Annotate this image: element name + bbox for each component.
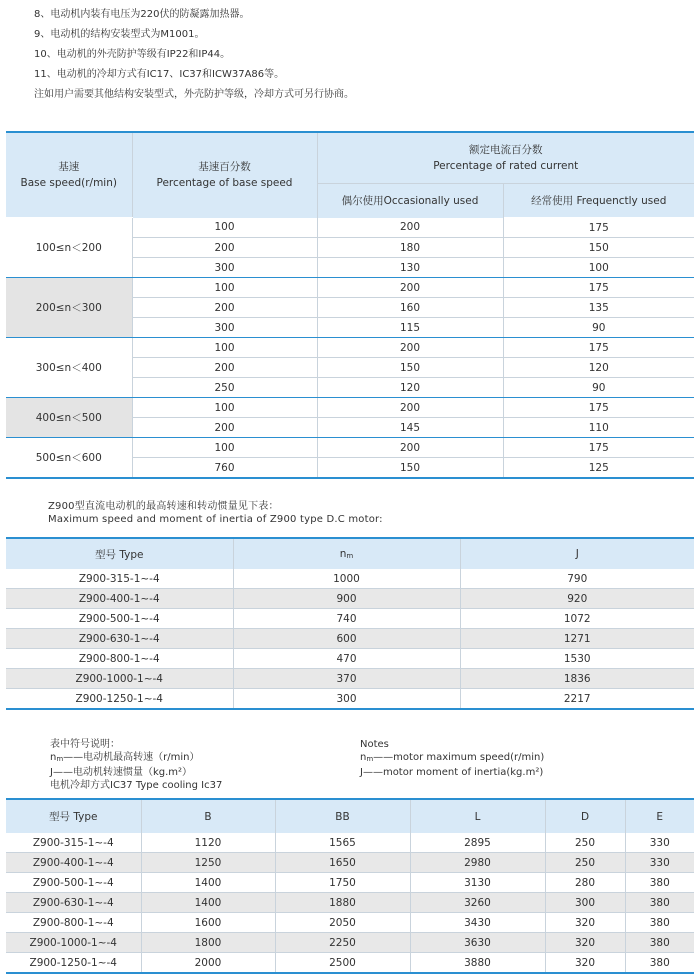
legend-nm-subscript: m bbox=[366, 755, 374, 763]
j-cell: 1072 bbox=[460, 609, 694, 629]
base-speed-range-cell: 200≤n＜300 bbox=[6, 278, 132, 338]
note-line: 11、电动机的冷却方式有IC17、IC37和ICW37A86等。 bbox=[34, 69, 285, 80]
frequent-cell: 175 bbox=[503, 338, 694, 358]
type-cell: Z900-800-1~-4 bbox=[6, 913, 141, 933]
type-cell: Z900-400-1~-4 bbox=[6, 589, 233, 609]
header-type: 型号 Type bbox=[6, 538, 233, 569]
d-cell: 320 bbox=[545, 953, 625, 974]
base-percentage-cell: 200 bbox=[132, 418, 317, 438]
table-row bbox=[6, 853, 694, 873]
frequent-cell: 150 bbox=[503, 238, 694, 258]
j-cell: 1271 bbox=[460, 629, 694, 649]
header-d: D bbox=[545, 799, 625, 833]
b-cell: 1400 bbox=[141, 893, 275, 913]
table-row bbox=[6, 689, 694, 710]
table-row bbox=[6, 893, 694, 913]
type-cell: Z900-500-1~-4 bbox=[6, 873, 141, 893]
table-row bbox=[6, 873, 694, 893]
base-percentage-cell: 300 bbox=[132, 258, 317, 278]
occasional-cell: 200 bbox=[317, 338, 503, 358]
header-base-percentage-cn: 基速百分数 bbox=[198, 161, 251, 174]
nm-cell: 600 bbox=[233, 629, 460, 649]
header-e: E bbox=[625, 799, 694, 833]
occasional-cell: 200 bbox=[317, 218, 503, 238]
frequent-cell: 120 bbox=[503, 358, 694, 378]
j-cell: 920 bbox=[460, 589, 694, 609]
current-percentage-table bbox=[6, 131, 694, 479]
frequent-cell: 175 bbox=[503, 398, 694, 418]
base-percentage-cell: 100 bbox=[132, 338, 317, 358]
base-percentage-cell: 200 bbox=[132, 238, 317, 258]
table-row bbox=[6, 278, 694, 298]
base-speed-range-cell: 400≤n＜500 bbox=[6, 398, 132, 438]
type-cell: Z900-315-1~-4 bbox=[6, 833, 141, 853]
b-cell: 1250 bbox=[141, 853, 275, 873]
occasional-cell: 160 bbox=[317, 298, 503, 318]
legend-nm-text: ——motor maximum speed(r/min) bbox=[373, 752, 545, 763]
max-speed-inertia-table bbox=[6, 537, 694, 710]
legend-title-cn: 表中符号说明： bbox=[50, 739, 120, 750]
e-cell: 380 bbox=[625, 893, 694, 913]
base-percentage-cell: 100 bbox=[132, 278, 317, 298]
d-cell: 320 bbox=[545, 933, 625, 953]
occasional-cell: 150 bbox=[317, 458, 503, 479]
occasional-cell: 200 bbox=[317, 398, 503, 418]
bb-cell: 1750 bbox=[275, 873, 410, 893]
legend-title-en: Notes bbox=[360, 739, 389, 750]
b-cell: 2000 bbox=[141, 953, 275, 974]
legend-j-en: J——motor moment of inertia(kg.m²) bbox=[360, 767, 544, 778]
e-cell: 330 bbox=[625, 833, 694, 853]
caption-cn: Z900型直流电动机的最高转速和转动惯量见下表： bbox=[48, 501, 279, 512]
table-row bbox=[6, 589, 694, 609]
occasional-cell: 200 bbox=[317, 438, 503, 458]
base-speed-range-cell: 500≤n＜600 bbox=[6, 438, 132, 479]
table-row bbox=[6, 913, 694, 933]
frequent-cell: 175 bbox=[503, 438, 694, 458]
e-cell: 380 bbox=[625, 873, 694, 893]
l-cell: 3880 bbox=[410, 953, 545, 974]
b-cell: 1800 bbox=[141, 933, 275, 953]
base-percentage-cell: 200 bbox=[132, 358, 317, 378]
header-rated-current bbox=[317, 132, 694, 184]
type-cell: Z900-315-1~-4 bbox=[6, 569, 233, 589]
header-base-percentage bbox=[132, 132, 317, 218]
bb-cell: 1565 bbox=[275, 833, 410, 853]
header-base-speed-en: Base speed(r/min) bbox=[20, 177, 117, 189]
bb-cell: 2050 bbox=[275, 913, 410, 933]
base-speed-range-cell: 300≤n＜400 bbox=[6, 338, 132, 398]
occasional-cell: 115 bbox=[317, 318, 503, 338]
e-cell: 380 bbox=[625, 913, 694, 933]
l-cell: 3130 bbox=[410, 873, 545, 893]
table-row bbox=[6, 338, 694, 358]
base-percentage-cell: 250 bbox=[132, 378, 317, 398]
header-occasionally-used: 偶尔使用Occasionally used bbox=[317, 184, 503, 218]
base-percentage-cell: 760 bbox=[132, 458, 317, 479]
caption-en: Maximum speed and moment of inertia of Z900 type D.C motor: bbox=[48, 514, 383, 525]
header-nm bbox=[233, 538, 460, 569]
nm-cell: 300 bbox=[233, 689, 460, 710]
occasional-cell: 145 bbox=[317, 418, 503, 438]
l-cell: 2980 bbox=[410, 853, 545, 873]
intro-notes bbox=[34, 5, 354, 105]
table2-caption bbox=[48, 500, 383, 526]
bb-cell: 2500 bbox=[275, 953, 410, 974]
frequent-cell: 175 bbox=[503, 218, 694, 238]
frequent-cell: 175 bbox=[503, 278, 694, 298]
symbol-legend-cn bbox=[50, 738, 222, 792]
header-b: B bbox=[141, 799, 275, 833]
symbol-legend-en bbox=[360, 738, 544, 779]
table-row bbox=[6, 218, 694, 238]
type-cell: Z900-500-1~-4 bbox=[6, 609, 233, 629]
j-cell: 1836 bbox=[460, 669, 694, 689]
nm-cell: 740 bbox=[233, 609, 460, 629]
header-nm-subscript: m bbox=[346, 552, 354, 560]
header-base-speed-cn: 基速 bbox=[58, 161, 80, 173]
type-cell: Z900-1250-1~-4 bbox=[6, 689, 233, 710]
frequent-cell: 125 bbox=[503, 458, 694, 479]
bb-cell: 1650 bbox=[275, 853, 410, 873]
header-bb: BB bbox=[275, 799, 410, 833]
table-row bbox=[6, 609, 694, 629]
dimensions-table bbox=[6, 798, 694, 974]
e-cell: 380 bbox=[625, 933, 694, 953]
b-cell: 1120 bbox=[141, 833, 275, 853]
table-row bbox=[6, 398, 694, 418]
header-frequently-used: 经常使用 Frequenctly used bbox=[503, 184, 694, 218]
type-cell: Z900-1250-1~-4 bbox=[6, 953, 141, 974]
header-base-percentage-en: Percentage of base speed bbox=[156, 177, 293, 190]
table-header-row bbox=[6, 538, 694, 569]
frequent-cell: 90 bbox=[503, 318, 694, 338]
table-row bbox=[6, 833, 694, 853]
j-cell: 1530 bbox=[460, 649, 694, 669]
e-cell: 330 bbox=[625, 853, 694, 873]
table-row bbox=[6, 649, 694, 669]
l-cell: 3630 bbox=[410, 933, 545, 953]
base-percentage-cell: 300 bbox=[132, 318, 317, 338]
type-cell: Z900-1000-1~-4 bbox=[6, 933, 141, 953]
table-header-row bbox=[6, 799, 694, 833]
nm-cell: 470 bbox=[233, 649, 460, 669]
frequent-cell: 135 bbox=[503, 298, 694, 318]
table-row bbox=[6, 438, 694, 458]
occasional-cell: 180 bbox=[317, 238, 503, 258]
d-cell: 250 bbox=[545, 833, 625, 853]
table-header-row bbox=[6, 132, 694, 184]
base-percentage-cell: 100 bbox=[132, 438, 317, 458]
d-cell: 320 bbox=[545, 913, 625, 933]
legend-nm-symbol: n bbox=[360, 752, 367, 763]
legend-cooling-cn: 电机冷却方式IC37 Type cooling Ic37 bbox=[50, 780, 223, 791]
d-cell: 280 bbox=[545, 873, 625, 893]
e-cell: 380 bbox=[625, 953, 694, 974]
header-l: L bbox=[410, 799, 545, 833]
table-row bbox=[6, 669, 694, 689]
l-cell: 2895 bbox=[410, 833, 545, 853]
legend-j-cn: J——电动机转速惯量（kg.m²） bbox=[50, 767, 193, 778]
base-speed-range-cell: 100≤n＜200 bbox=[6, 218, 132, 278]
legend-nm-symbol: n bbox=[50, 752, 57, 763]
legend-nm-text: ——电动机最高转速（r/min） bbox=[63, 752, 200, 763]
j-cell: 2217 bbox=[460, 689, 694, 710]
note-line: 注如用户需要其他结构安装型式，外壳防护等级，冷却方式可另行协商。 bbox=[34, 89, 354, 100]
occasional-cell: 120 bbox=[317, 378, 503, 398]
note-line: 8、电动机内装有电压为220伏的防凝露加热器。 bbox=[34, 9, 250, 20]
header-rated-current-cn: 额定电流百分数 bbox=[469, 144, 543, 156]
d-cell: 250 bbox=[545, 853, 625, 873]
note-line: 10、电动机的外壳防护等级有IP22和IP44。 bbox=[34, 49, 231, 60]
legend-nm-en bbox=[360, 751, 544, 766]
frequent-cell: 110 bbox=[503, 418, 694, 438]
nm-cell: 900 bbox=[233, 589, 460, 609]
header-base-speed bbox=[6, 132, 132, 218]
type-cell: Z900-400-1~-4 bbox=[6, 853, 141, 873]
l-cell: 3430 bbox=[410, 913, 545, 933]
occasional-cell: 130 bbox=[317, 258, 503, 278]
header-nm-symbol: n bbox=[339, 548, 347, 560]
l-cell: 3260 bbox=[410, 893, 545, 913]
legend-nm-cn bbox=[50, 751, 222, 766]
j-cell: 790 bbox=[460, 569, 694, 589]
header-j: J bbox=[460, 538, 694, 569]
type-cell: Z900-630-1~-4 bbox=[6, 629, 233, 649]
b-cell: 1400 bbox=[141, 873, 275, 893]
header-rated-current-en: Percentage of rated current bbox=[433, 160, 579, 172]
table-row bbox=[6, 953, 694, 974]
bb-cell: 1880 bbox=[275, 893, 410, 913]
type-cell: Z900-800-1~-4 bbox=[6, 649, 233, 669]
header-type: 型号 Type bbox=[6, 799, 141, 833]
b-cell: 1600 bbox=[141, 913, 275, 933]
nm-cell: 1000 bbox=[233, 569, 460, 589]
table-row bbox=[6, 933, 694, 953]
nm-cell: 370 bbox=[233, 669, 460, 689]
legend-nm-subscript: m bbox=[56, 755, 64, 763]
table-row bbox=[6, 569, 694, 589]
occasional-cell: 150 bbox=[317, 358, 503, 378]
base-percentage-cell: 100 bbox=[132, 218, 317, 238]
occasional-cell: 200 bbox=[317, 278, 503, 298]
d-cell: 300 bbox=[545, 893, 625, 913]
bb-cell: 2250 bbox=[275, 933, 410, 953]
base-percentage-cell: 100 bbox=[132, 398, 317, 418]
note-line: 9、电动机的结构安装型式为M1001。 bbox=[34, 29, 205, 40]
type-cell: Z900-1000-1~-4 bbox=[6, 669, 233, 689]
type-cell: Z900-630-1~-4 bbox=[6, 893, 141, 913]
base-percentage-cell: 200 bbox=[132, 298, 317, 318]
table-row bbox=[6, 629, 694, 649]
frequent-cell: 100 bbox=[503, 258, 694, 278]
frequent-cell: 90 bbox=[503, 378, 694, 398]
